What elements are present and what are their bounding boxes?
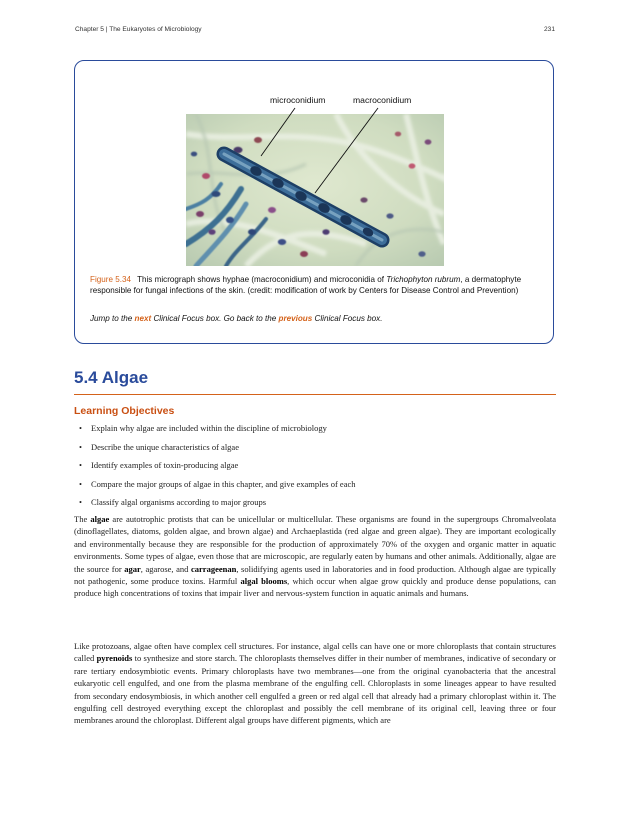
chapter-title: Chapter 5 | The Eukaryotes of Microbiology [75,26,202,33]
next-link[interactable]: next [134,314,152,323]
label-microconidium: microconidium [270,95,326,105]
figure-caption [90,274,545,296]
objective-item: • Describe the unique characteristics of algae [74,440,554,459]
caption-text-2: , a dermatophyte responsible for fungal infections of the skin. (credit: modification of work by Centers for Disease Control and Prevention) [90,275,522,295]
caption-species: Trichophyton rubrum [386,275,461,284]
paragraph-algae-structure: Like protozoans, algae often have complex cell structures. For instance, algal cells can have one or more chloroplasts that contain structures called pyrenoids to synthesize and store starch. The chloroplasts themselves differ in their number of membranes, indicative of secondary or rare tertiary endosymbiotic events. Primary chloroplasts have two membranes—one from the original cyanobacteria that the ancestral eukaryotic cell engulfed, and one from the plasma membrane of the engulfing cell. Chloroplasts in some lineages appear to have resulted from secondary endosymbiosis, in which another cell engulfed a green or red algal cell that already had a primary chloroplast within it. The engulfing cell destroyed everything except the chloroplast and possibly the cell membrane of its original cell, leaving three or four membranes around the chloroplast. Different algal groups have different pigments, which are [74,641,556,726]
clinical-focus-box [74,60,554,344]
section-divider [74,394,556,395]
section-title: 5.4 Algae [74,368,149,387]
page-number: 231 [543,26,555,33]
paragraph-algae-intro: The algae are autotrophic protists that can be unicellular or multicellular. These organisms are found in the supergroups Chromalveolata (dinoflagellates, diatoms, golden algae, and brown algae) and Archaeplastida (red algae and green algae). They are important ecologically and environmentally because they are responsible for the production of approximately 70% of the oxygen and organic matter in aquatic environments. Some types of algae, even those that are microscopic, are regularly eaten by humans and other animals. Additionally, algae are the source for agar, agarose, and carrageenan, solidifying agents used in laboratories and in food production. Although algae are typically not pathogenic, some produce toxins. Harmful algal blooms, which occur when algae grow quickly and produce dense populations, can produce high concentrations of toxins that impair liver and nervous-system function in aquatic animals and humans. [74,514,557,599]
objective-item: • Classify algal organisms according to major groups [74,495,554,514]
caption-text-1: This micrograph shows hyphae (macroconidium) and microconidia of [137,275,387,284]
label-macroconidium: macroconidium [353,95,412,105]
objective-item: • Identify examples of toxin-producing algae [74,458,554,477]
previous-link[interactable]: previous [278,314,313,323]
learning-objectives-list [74,421,554,514]
nav-middle: Clinical Focus box. Go back to the [151,314,279,323]
nav-prefix: Jump to the [90,314,135,323]
learning-objectives-heading: Learning Objectives [74,405,175,417]
micrograph-image [186,114,444,266]
running-header [75,26,555,36]
figure-number: Figure 5.34 [90,275,131,284]
clinical-focus-navigation [90,314,545,323]
micrograph-labels [75,95,553,107]
objective-item: • Compare the major groups of algae in this chapter, and give examples of each [74,477,554,496]
nav-suffix: Clinical Focus box. [312,314,383,323]
objective-item: • Explain why algae are included within the discipline of microbiology [74,421,554,440]
